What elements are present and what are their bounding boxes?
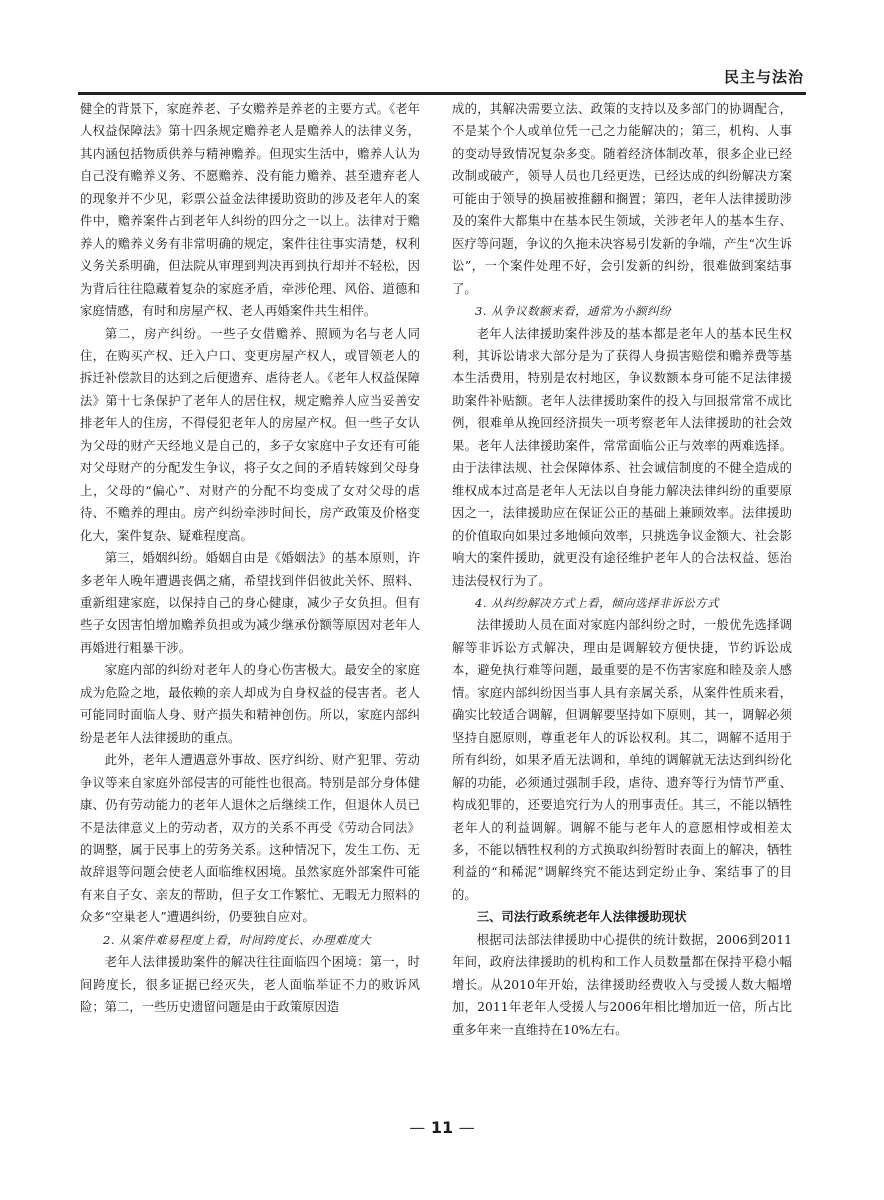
- subheading: 4. 从纠纷解决方式上看，倾向选择非诉讼方式: [475, 595, 720, 610]
- paragraph: 法律援助人员在面对家庭内部纠纷之时，一般优先选择调解等非诉讼方式解决，理由是调解较方便快捷，节约诉讼成本，避免执行难等问题，最重要的是不伤害家庭和睦及亲人感情。家庭内部纠纷因当事人具有亲属关系，从案件性质来看，确实比较适合调解，但调解要坚持如下原则，其一，调解必须坚持自愿原则，尊重老年人的诉讼权利。其二，调解不适用于所有纠纷，如果矛盾无法调和，单纯的调解就无法达到纠纷化解的功能，必须通过强制手段，虐待、遗弃等行为情节严重、构成犯罪的，还要追究行为人的刑事责任。其三，不能以牺牲老年人的利益调解。调解不能与老年人的意愿相悖或相差太多，不能以牺牲权利的方式换取纠纷暂时表面上的解决，牺牲利益的“和稀泥”调解终究不能达到定纷止争、案结事了的目的。: [452, 618, 792, 902]
- journal-section-title: 民主与法治: [723, 68, 804, 86]
- page-number: 11: [430, 1118, 454, 1137]
- paragraph: 此外，老年人遭遇意外事故、医疗纠纷、财产犯罪、劳动争议等来自家庭外部侵害的可能性也很高。特别是部分身体健康、仍有劳动能力的老年人退休之后继续工作，但退休人员已不是法律意义上的劳动者，双方的关系不再受《劳动合同法》的调整，属于民事上的劳务关系。这种情况下，发生工伤、无故辞退等问题会使老人面临维权困境。虽然家庭外部案件可能有来自子女、亲友的帮助，但子女工作繁忙、无暇无力照料的众多“空巢老人”遭遇纠纷，仍要独自应对。: [80, 753, 420, 925]
- paragraph: 家庭内部的纠纷对老年人的身心伤害极大。最安全的家庭成为危险之地，最依赖的亲人却成为自身权益的侵害者。老人可能同时面临人身、财产损失和精神创伤。所以，家庭内部纠纷是老年人法律援助的重点。: [80, 663, 420, 745]
- left-column: [80, 98, 420, 1019]
- page-number-footer: [0, 1118, 884, 1137]
- right-column: [452, 98, 792, 1041]
- footer-dash-right: —: [458, 1118, 475, 1137]
- paragraph: 老年人法律援助案件涉及的基本都是老年人的基本民生权利，其诉讼请求大部分是为了获得人身损害赔偿和赡养费等基本生活费用，特别是农村地区，争议数额本身可能不足法律援助案件补贴额。老年人法律援助案件的投入与回报常常不成比例，很难单从挽回经济损失一项考察老年人法律援助的社会效果。老年人法律援助案件，常常面临公正与效率的两难选择。由于法律法规、社会保障体系、社会诚信制度的不健全造成的维权成本过高是老年人无法以自身能力解决法律纠纷的重要原因之一，法律援助应在保证公正的基础上兼顾效率。法律援助的价值取向如果过多地倾向效率，只挑选争议金额大、社会影响大的案件援助，就更没有途径维护老年人的合法权益、惩治违法侵权行为了。: [452, 326, 792, 588]
- paragraph: 老年人法律援助案件的解决往往面临四个困境：第一，时间跨度长，很多证据已经灭失，老人面临举证不力的败诉风险；第二，一些历史遗留问题是由于政策原因造: [80, 955, 420, 1015]
- section-heading: 三、司法行政系统老年人法律援助现状: [476, 910, 687, 925]
- subheading: 2. 从案件难易程度上看，时间跨度长、办理难度大: [103, 932, 372, 947]
- continued-paragraph: 健全的背景下，家庭养老、子女赡养是养老的主要方式。《老年人权益保障法》第十四条规定赡养老人是赡养人的法律义务，其内涵包括物质供养与精神赡养。但现实生活中，赡养人认为自己没有赡养义务、不愿赡养、没有能力赡养、甚至遗弃老人的现象并不少见，彩票公益金法律援助资助的涉及老年人的案件中，赡养案件占到老年人纠纷的四分之一以上。法律对于赡养人的赡养义务有非常明确的规定，案件往往事实清楚，权利义务关系明确，但法院从审理到判决再到执行却并不轻松，因为背后往往隐藏着复杂的家庭矛盾，牵涉伦理、风俗、道德和家庭情感，有时和房屋产权、老人再婚案件共生相伴。: [80, 102, 420, 319]
- continued-paragraph: 成的，其解决需要立法、政策的支持以及多部门的协调配合，不是某个个人或单位凭一己之力能解决的；第三，机构、人事的变动导致情况复杂多变。随着经济体制改革，很多企业已经改制或破产，领导人员也几经更迭，已经达成的纠纷解决方案可能由于领导的换届被推翻和搁置；第四，老年人法律援助涉及的案件大都集中在基本民生领域，关涉老年人的基本生存、医疗等问题，争议的久拖未决容易引发新的争端，产生“次生诉讼”，一个案件处理不好，会引发新的纠纷，很难做到案结事了。: [452, 102, 792, 296]
- paragraph: 根据司法部法律援助中心提供的统计数据，2006到2011年间，政府法律援助的机构和工作人员数量都在保持平稳小幅增长。从2010年开始，法律援助经费收入与受援人数大幅增加，2011年老年人受援人与2006年相比增加近一倍，所占比重多年来一直维持在10%左右。: [452, 932, 792, 1037]
- subheading: 3. 从争议数额来看，通常为小额纠纷: [475, 304, 672, 319]
- paragraph: 第三，婚姻纠纷。婚姻自由是《婚姻法》的基本原则，许多老年人晚年遭遇丧偶之痛，希望找到伴侣彼此关怀、照料、重新组建家庭，以保持自己的身心健康，减少子女负担。但有些子女因害怕增加赡养负担或为减少继承份额等原因对老年人再婚进行粗暴干涉。: [80, 551, 420, 655]
- paragraph: 第二，房产纠纷。一些子女借赡养、照顾为名与老人同住，在购买产权、迁入户口、变更房屋产权人，或冒领老人的拆迁补偿款目的达到之后便遗弃、虐待老人。《老年人权益保障法》第十七条保护了老年人的居住权，规定赡养人应当妥善安排老年人的住房，不得侵犯老年人的房屋产权。但一些子女认为父母的财产天经地义是自己的，多子女家庭中子女还有可能对父母财产的分配发生争议，将子女之间的矛盾转嫁到父母身上，父母的“偏心”、对财产的分配不均变成了女对父母的虐待、不赡养的理由。房产纠纷牵涉时间长，房产政策及价格变化大，案件复杂、疑难程度高。: [80, 326, 420, 543]
- header-rule: [78, 92, 806, 95]
- footer-dash-left: —: [409, 1118, 426, 1137]
